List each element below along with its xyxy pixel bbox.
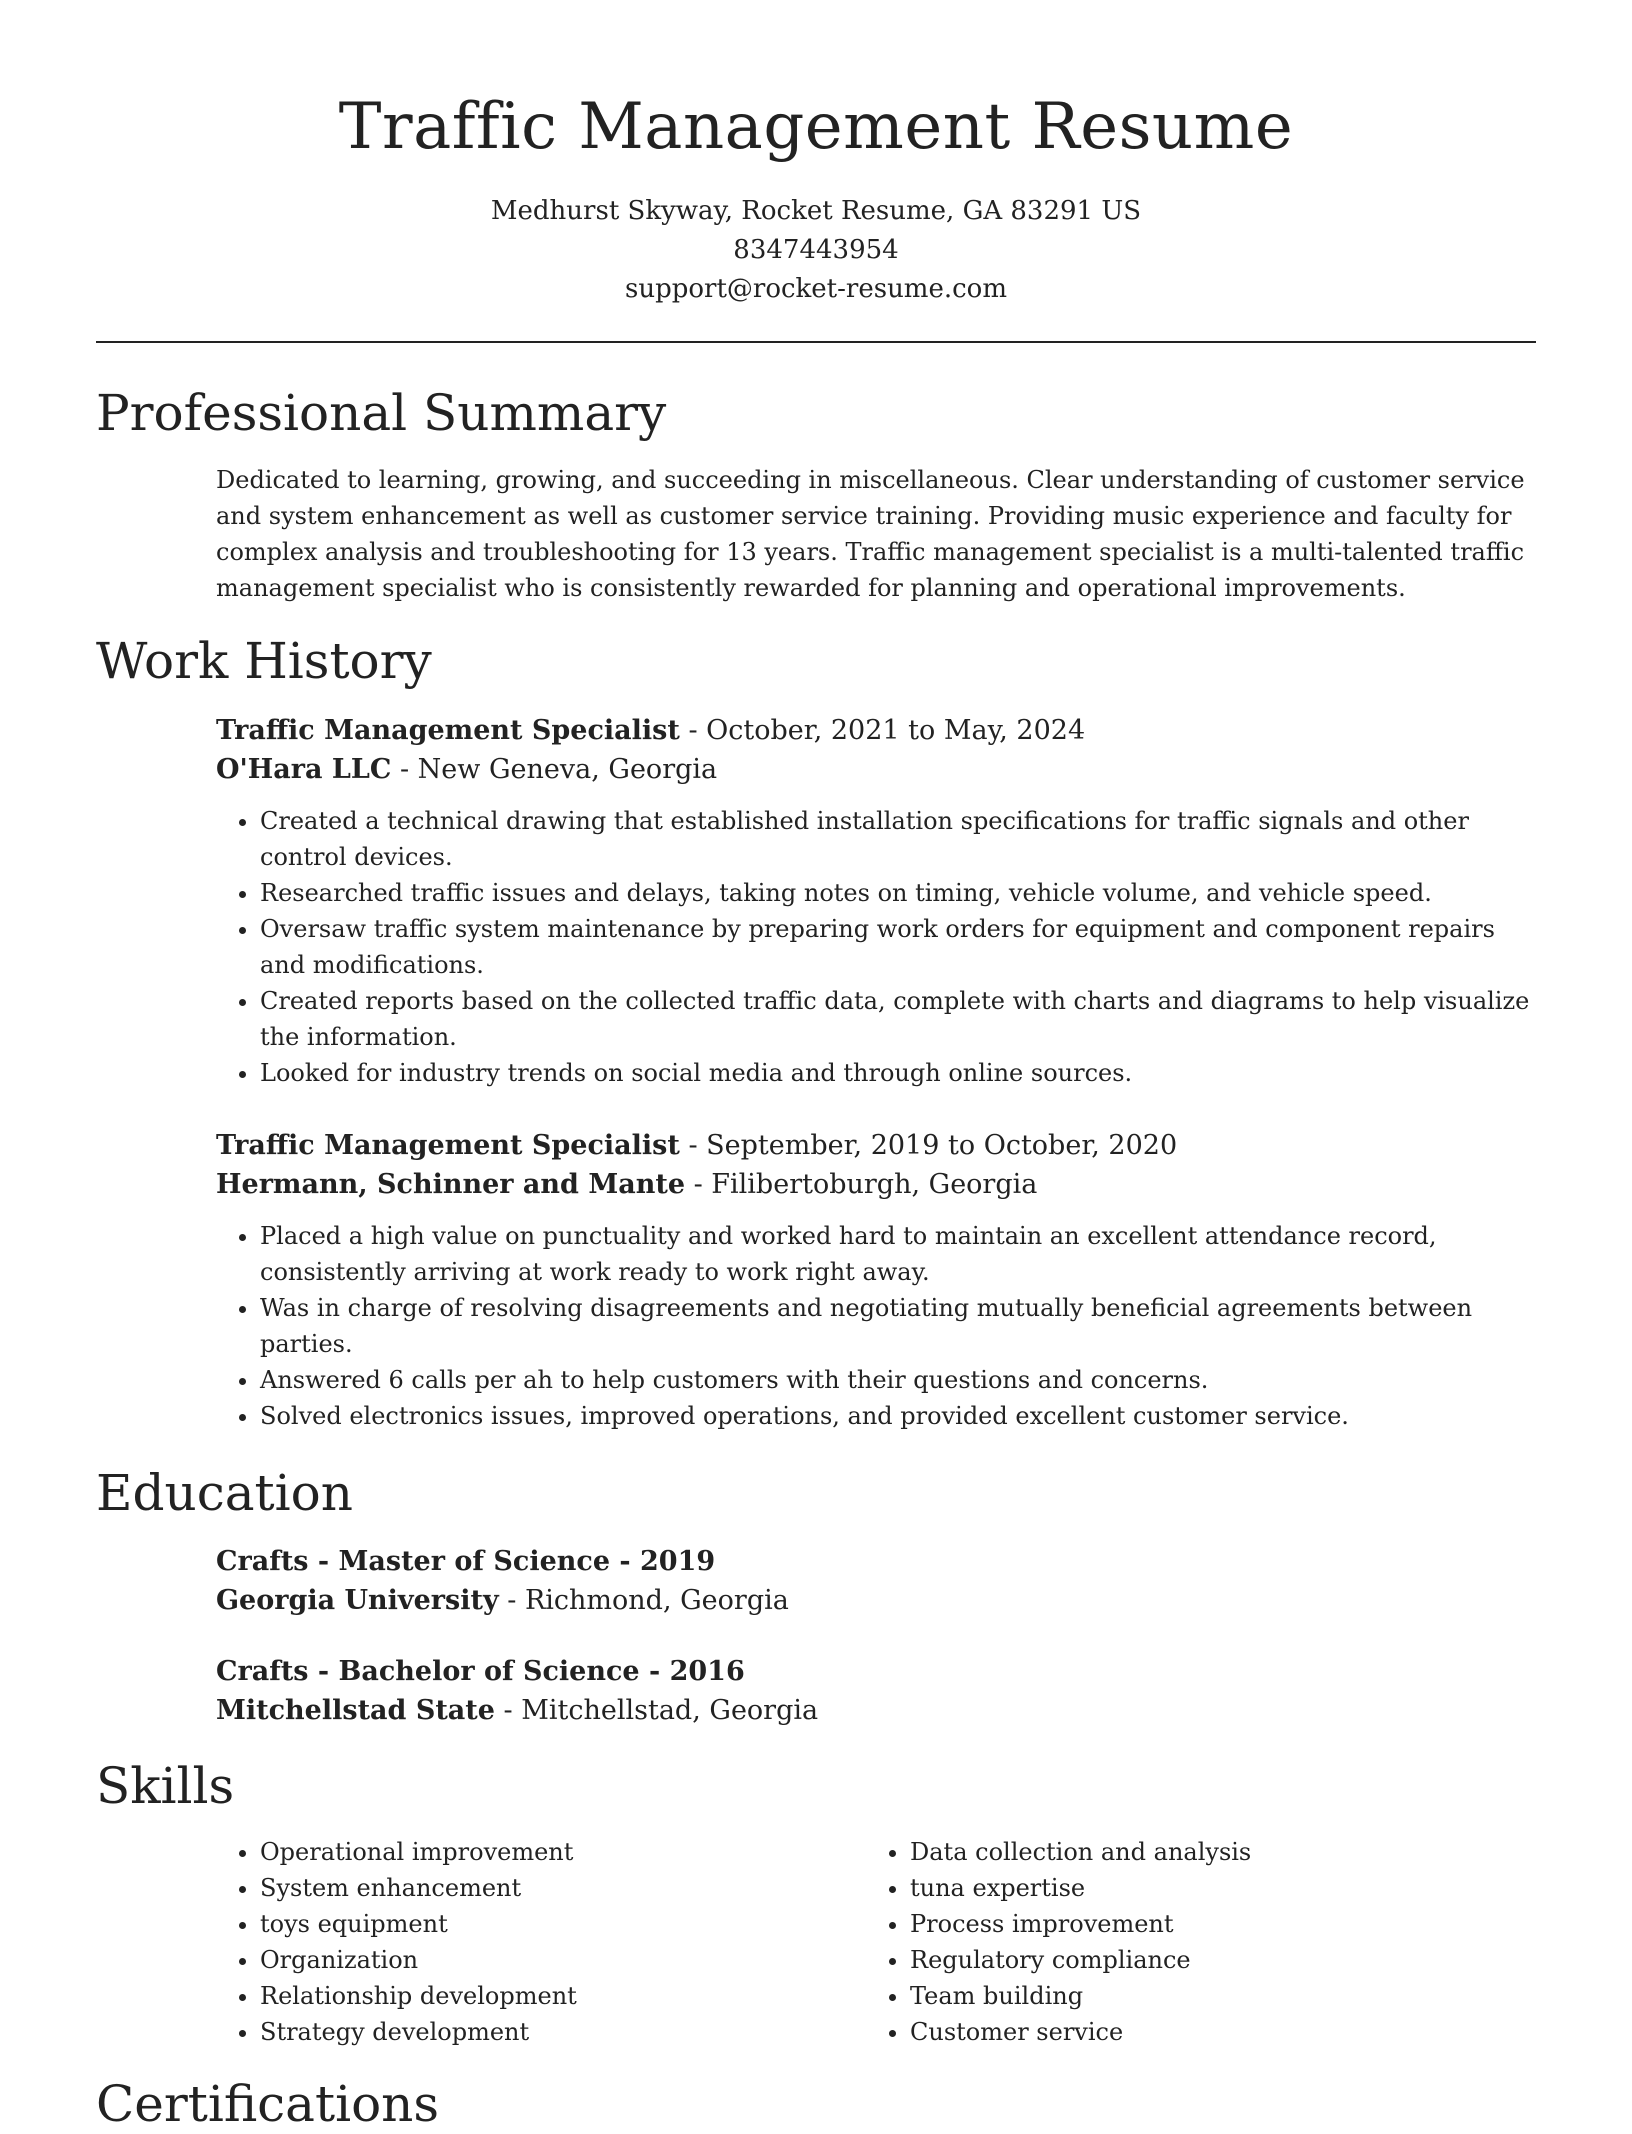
job-bullet: • Oversaw traffic system maintenance by preparing work orders for equipment and component repairs and modifications. bbox=[260, 911, 1536, 983]
education-heading: Education bbox=[96, 1464, 353, 1522]
job-bullets bbox=[216, 803, 1536, 1091]
contact-address: Medhurst Skyway, Rocket Resume, GA 83291 US bbox=[490, 196, 1142, 226]
job-company: Hermann, Schinner and Mante bbox=[216, 1169, 685, 1200]
summary-text: Dedicated to learning, growing, and succeeding in miscellaneous. Clear understanding of customer service and system enhancement as well as customer service training. Providing music experience and faculty for complex analysis and troubleshooting for 13 years. Traffic management specialist is a multi-talented traffic management specialist who is consistently rewarded for planning and operational improvements. bbox=[216, 466, 1525, 602]
school-name: Mitchellstad State bbox=[216, 1695, 495, 1726]
skill-item: • Process improvement bbox=[910, 1906, 1466, 1942]
skills-list-left bbox=[216, 1834, 816, 2050]
job-bullet: • Placed a high value on punctuality and worked hard to maintain an excellent attendance record, consistently arriving at work ready to work right away. bbox=[260, 1218, 1536, 1290]
job-bullet: • Looked for industry trends on social media and through online sources. bbox=[260, 1055, 1536, 1091]
degree-line bbox=[216, 1652, 1536, 1691]
job-bullet: • Was in charge of resolving disagreements and negotiating mutually beneficial agreements between parties. bbox=[260, 1290, 1536, 1362]
skills-column-right bbox=[866, 1834, 1466, 2050]
job-company-line bbox=[216, 750, 1536, 789]
job-title-line bbox=[216, 1126, 1536, 1165]
skill-item: • Regulatory compliance bbox=[910, 1942, 1466, 1978]
job-title: Traffic Management Specialist bbox=[216, 1130, 680, 1161]
school-location: - Richmond, Georgia bbox=[498, 1585, 789, 1616]
contact-phone: 8347443954 bbox=[733, 235, 899, 265]
school-location: - Mitchellstad, Georgia bbox=[494, 1695, 819, 1726]
job-bullets bbox=[216, 1218, 1536, 1434]
summary-section bbox=[216, 462, 1536, 606]
skill-item: • Data collection and analysis bbox=[910, 1834, 1466, 1870]
education-entry bbox=[216, 1652, 1536, 1730]
skills-column-left bbox=[216, 1834, 816, 2050]
job-dates: - October, 2021 to May, 2024 bbox=[679, 715, 1086, 746]
skill-item: • System enhancement bbox=[260, 1870, 816, 1906]
school-line bbox=[216, 1691, 1536, 1730]
job-dates: - September, 2019 to October, 2020 bbox=[679, 1130, 1178, 1161]
school-line bbox=[216, 1581, 1536, 1620]
job-bullet: • Solved electronics issues, improved operations, and provided excellent customer service. bbox=[260, 1398, 1536, 1434]
skill-item: • toys equipment bbox=[260, 1906, 816, 1942]
work-history-heading: Work History bbox=[96, 632, 432, 690]
skill-item: • Team building bbox=[910, 1978, 1466, 2014]
job-entry bbox=[216, 711, 1536, 1091]
job-bullet: • Created reports based on the collected traffic data, complete with charts and diagrams to help visualize the information. bbox=[260, 983, 1536, 1055]
job-title: Traffic Management Specialist bbox=[216, 715, 680, 746]
job-company-line bbox=[216, 1165, 1536, 1204]
skill-item: • tuna expertise bbox=[910, 1870, 1466, 1906]
resume-title: Traffic Management Resume bbox=[338, 90, 1294, 164]
skill-item: • Relationship development bbox=[260, 1978, 816, 2014]
skill-item: • Organization bbox=[260, 1942, 816, 1978]
summary-heading: Professional Summary bbox=[96, 384, 667, 442]
skill-item: • Strategy development bbox=[260, 2014, 816, 2050]
job-bullet: • Created a technical drawing that established installation specifications for traffic signals and other control devices. bbox=[260, 803, 1536, 875]
education-entry bbox=[216, 1542, 1536, 1620]
degree-text: Crafts - Bachelor of Science - 2016 bbox=[216, 1656, 745, 1687]
job-bullet: • Answered 6 calls per ah to help customers with their questions and concerns. bbox=[260, 1362, 1536, 1398]
contact-email: support@rocket-resume.com bbox=[624, 274, 1007, 304]
skill-item: • Operational improvement bbox=[260, 1834, 816, 1870]
degree-text: Crafts - Master of Science - 2019 bbox=[216, 1546, 716, 1577]
skill-item: • Customer service bbox=[910, 2014, 1466, 2050]
certifications-heading: Certifications bbox=[96, 2075, 440, 2133]
contact-block bbox=[96, 192, 1536, 309]
job-title-line bbox=[216, 711, 1536, 750]
job-company: O'Hara LLC bbox=[216, 754, 392, 785]
job-entry bbox=[216, 1126, 1536, 1434]
degree-line bbox=[216, 1542, 1536, 1581]
job-bullet: • Researched traffic issues and delays, taking notes on timing, vehicle volume, and vehicle speed. bbox=[260, 875, 1536, 911]
skills-list-right bbox=[866, 1834, 1466, 2050]
school-name: Georgia University bbox=[216, 1585, 499, 1616]
job-location: - Filibertoburgh, Georgia bbox=[685, 1169, 1038, 1200]
job-location: - New Geneva, Georgia bbox=[391, 754, 718, 785]
skills-heading: Skills bbox=[96, 1757, 235, 1815]
header-divider bbox=[96, 341, 1536, 343]
